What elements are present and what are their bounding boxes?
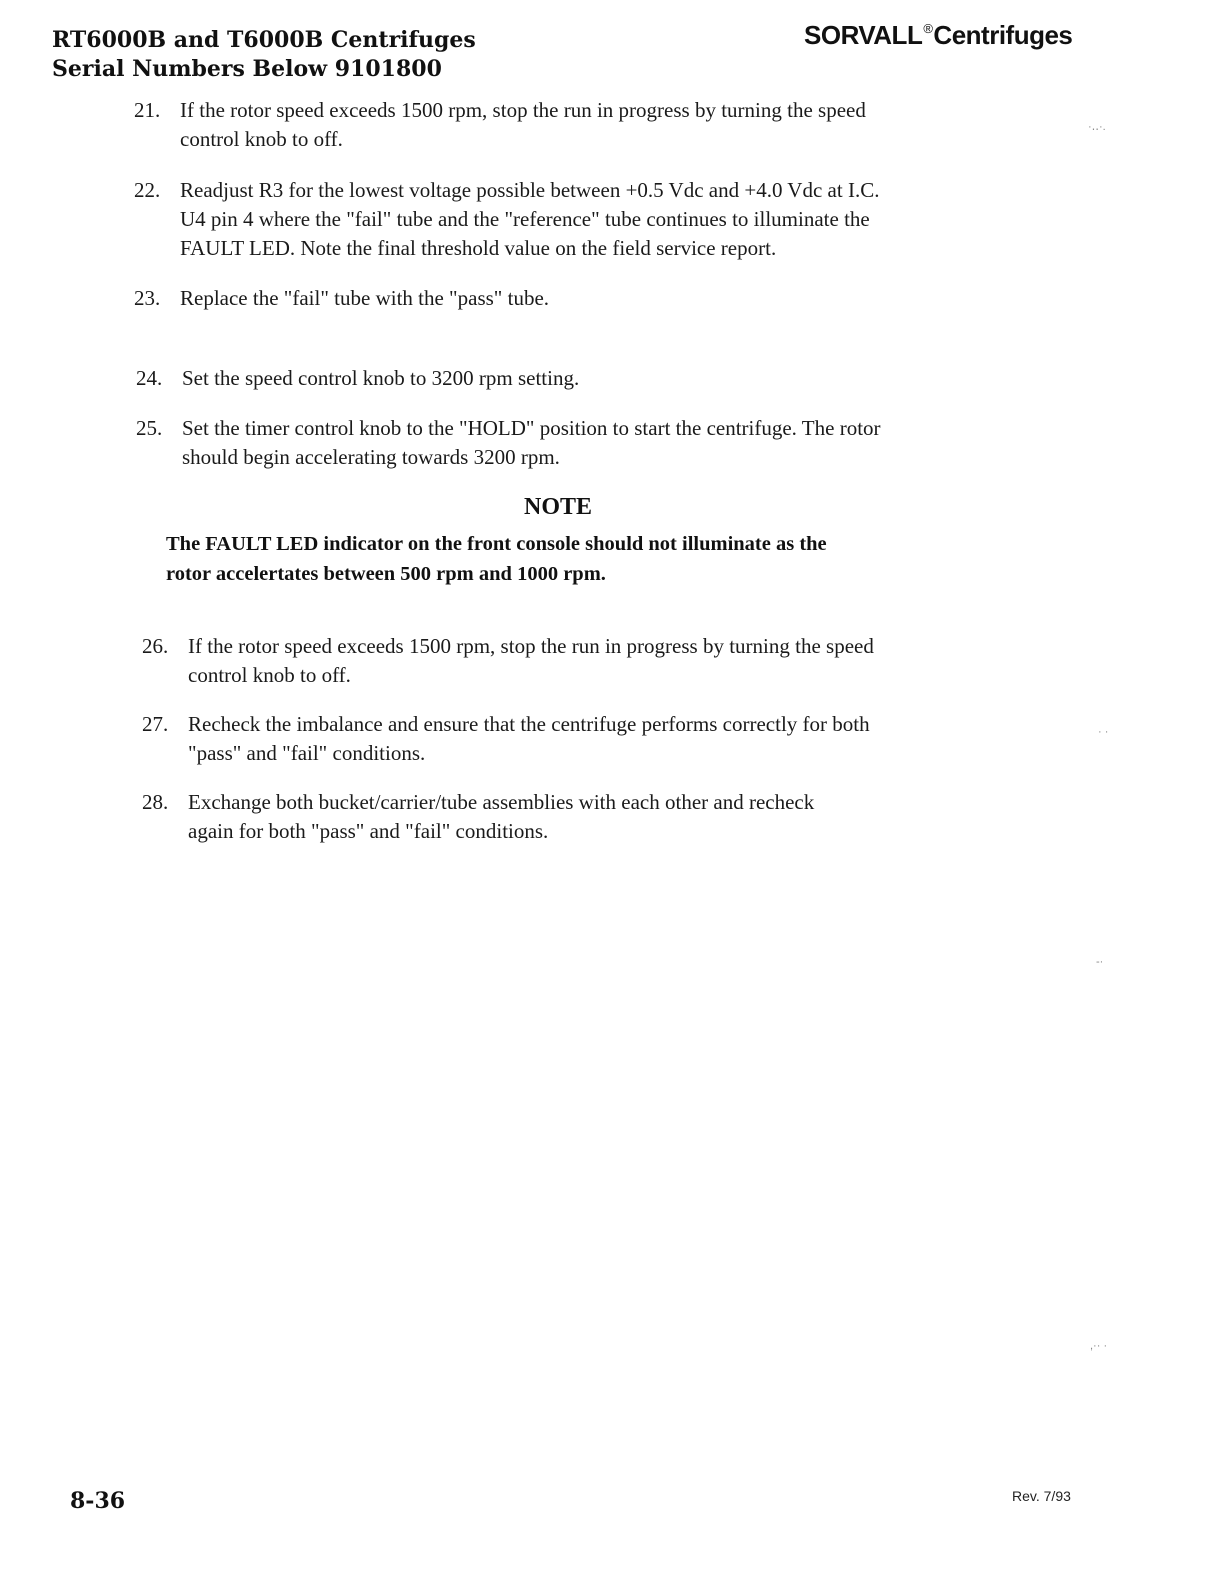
step-text [180,96,1040,154]
scan-speck: ·‥·. [1088,121,1106,133]
step-line: U4 pin 4 where the "fail" tube and the "reference" tube continues to illuminate the [180,207,870,231]
revision-label: Rev. 7/93 [1012,1488,1071,1504]
registered-mark: ® [923,21,933,36]
step-line: Set the speed control knob to 3200 rpm setting. [182,366,580,390]
step-text [188,710,1048,768]
step-line: Readjust R3 for the lowest voltage possible between +0.5 Vdc and +4.0 Vdc at I.C. [180,178,880,202]
step-line: control knob to off. [188,663,351,687]
note-line: rotor accelertates between 500 rpm and 1000 rpm. [166,563,606,585]
header-title-line1: RT6000B and T6000B Centrifuges [52,27,476,53]
step-text [188,632,1048,690]
step-text [180,176,1040,263]
note-body [166,529,827,589]
step-number: 27. [142,712,169,736]
step-line: Exchange both bucket/carrier/tube assemblies with each other and recheck [188,790,815,814]
step-line: control knob to off. [180,127,343,151]
step-number: 21. [134,98,161,122]
step-line: FAULT LED. Note the final threshold value on the field service report. [180,236,777,260]
step-line: If the rotor speed exceeds 1500 rpm, stop the run in progress by turning the speed [188,634,874,658]
step-line: Set the timer control knob to the "HOLD" position to start the centrifuge. The rotor [182,416,881,440]
step-line: should begin accelerating towards 3200 rpm. [182,445,560,469]
header-title-line2: Serial Numbers Below 9101800 [52,56,442,82]
brand-suffix: Centrifuges [933,20,1073,50]
scan-speck: ‐· [1096,956,1104,968]
note-title: NOTE [524,494,593,520]
step-number: 28. [142,790,169,814]
step-line: If the rotor speed exceeds 1500 rpm, stop the run in progress by turning the speed [180,98,866,122]
step-text [182,364,1042,393]
step-text [188,788,1048,846]
scan-speck: · · [1098,726,1109,738]
document-header-title [52,26,476,84]
note-line: The FAULT LED indicator on the front console should not illuminate as the [166,533,827,555]
step-number: 23. [134,286,161,310]
brand-name: SORVALL [804,20,923,50]
step-number: 26. [142,634,169,658]
page-number: 8-36 [70,1488,126,1514]
step-line: Replace the "fail" tube with the "pass" tube. [180,286,550,310]
step-number: 25. [136,416,163,440]
step-text [180,284,1040,313]
step-text [182,414,1042,472]
step-number: 24. [136,366,163,390]
step-line: again for both "pass" and "fail" conditions. [188,819,549,843]
step-number: 22. [134,178,161,202]
brand-header [804,20,1072,51]
step-line: "pass" and "fail" conditions. [188,741,426,765]
scan-speck: ,·· · [1090,1340,1108,1352]
step-line: Recheck the imbalance and ensure that the centrifuge performs correctly for both [188,712,870,736]
